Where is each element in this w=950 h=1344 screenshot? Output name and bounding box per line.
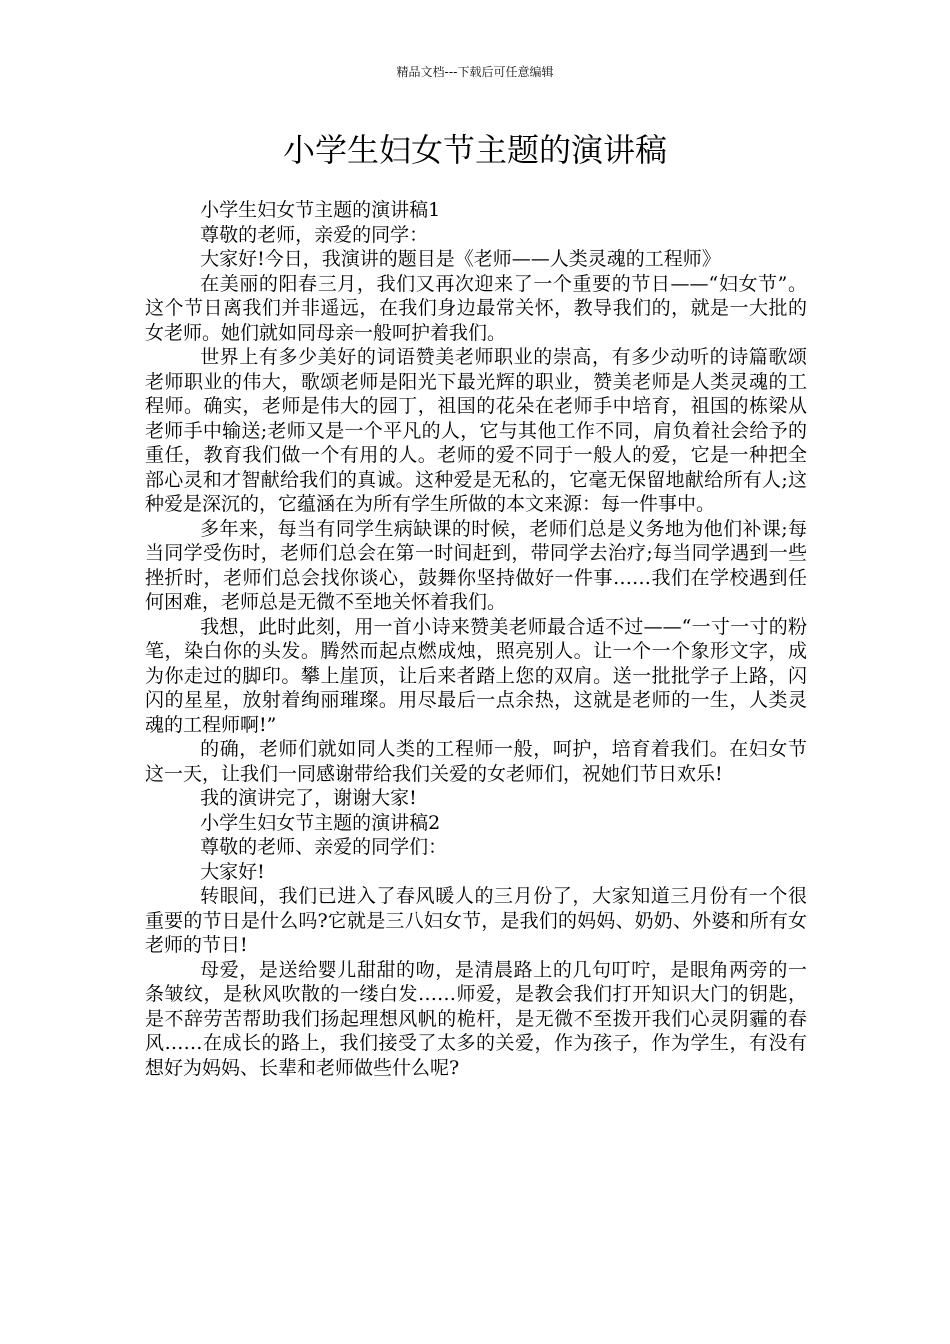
paragraph: 母爱，是送给婴儿甜甜的吻，是清晨路上的几句叮咛，是眼角两旁的一条皱纹，是秋风吹散的一缕白发……师爱，是教会我们打开知识大门的钥匙，是不辞劳苦帮助我们扬起理想风帆的桅杆，是无微不至拨开我们心灵阴霾的春风……在成长的路上，我们接受了太多的关爱，作为孩子，作为学生，有没有想好为妈妈、长辈和老师做些什么呢? — [145, 958, 807, 1079]
paragraph: 小学生妇女节主题的演讲稿1 — [200, 199, 441, 221]
paragraph: 世界上有多少美好的词语赞美老师职业的崇高，有多少动听的诗篇歌颂老师职业的伟大，歌颂老师是阳光下最光辉的职业，赞美老师是人类灵魂的工程师。确实，老师是伟大的园丁，祖国的花朵在老师手中培育，祖国的栋梁从老师手中输送;老师又是一个平凡的人，它与其他工作不同，肩负着社会给予的重任，教育我们做一个有用的人。老师的爱不同于一般人的爱，它是一种把全部心灵和才智献给我们的真诚。这种爱是无私的，它毫无保留地献给所有人;这种爱是深沉的，它蕴涵在为所有学生所做的本文来源：每一件事中。 — [145, 346, 807, 515]
paragraph: 小学生妇女节主题的演讲稿2 — [200, 811, 441, 834]
page-header: 精品文档---下载后可任意编辑 — [396, 65, 554, 79]
document-title: 小学生妇女节主题的演讲稿 — [282, 131, 667, 169]
paragraph: 大家好! — [200, 860, 265, 883]
paragraph: 转眼间，我们已进入了春风暖人的三月份了，大家知道三月份有一个很重要的节日是什么吗?它就是三八妇女节，是我们的妈妈、奶奶、外婆和所有女老师的节日! — [145, 885, 807, 956]
paragraph: 的确，老师们就如同人类的工程师一般，呵护，培育着我们。在妇女节这一天，让我们一同感谢带给我们关爱的女老师们，祝她们节日欢乐! — [145, 738, 807, 785]
paragraph: 尊敬的老师、亲爱的同学们： — [200, 836, 448, 858]
document-body — [145, 198, 807, 1080]
paragraph: 多年来，每当有同学生病缺课的时候，老师们总是义务地为他们补课;每当同学受伤时，老师们总会在第一时间赶到，带同学去治疗;每当同学遇到一些挫折时，老师们总会找你谈心，鼓舞你坚持做好一件事……我们在学校遇到任何困难，老师总是无微不至地关怀着我们。 — [145, 517, 807, 613]
paragraph: 在美丽的阳春三月，我们又再次迎来了一个重要的节日——“妇女节”。这个节日离我们并非遥远，在我们身边最常关怀，教导我们的，就是一大批的女老师。她们就如同母亲一般呵护着我们。 — [145, 272, 807, 344]
paragraph: 我的演讲完了，谢谢大家! — [200, 787, 417, 809]
paragraph: 我想，此时此刻，用一首小诗来赞美老师最合适不过——“一寸一寸的粉笔，染白你的头发。腾然而起点燃成烛，照亮别人。让一个一个象形文字，成为你走过的脚印。攀上崖顶，让后来者踏上您的双肩。送一批批学子上路，闪闪的星星，放射着绚丽璀璨。用尽最后一点余热，这就是老师的一生，人类灵魂的工程师啊!” — [145, 615, 807, 736]
paragraph: 尊敬的老师，亲爱的同学： — [200, 223, 429, 246]
paragraph: 大家好!今日，我演讲的题目是《老师——人类灵魂的工程师》 — [200, 248, 721, 270]
